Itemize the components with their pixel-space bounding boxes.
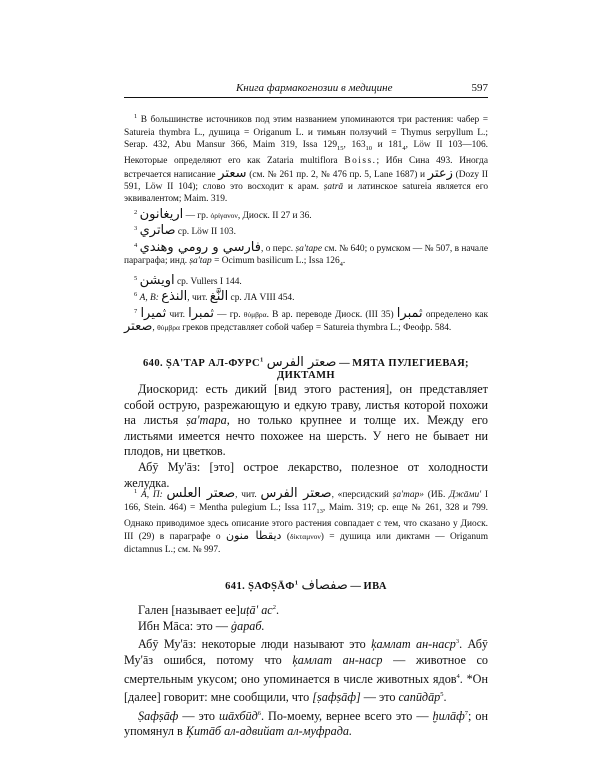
body-text: .	[443, 690, 447, 705]
footnote-text: ср. Vullers I 144.	[176, 276, 242, 287]
footnote-text: чит.	[169, 309, 185, 320]
footnote-text: В большинстве источников под этим названием упоминаются три растения: чабер = Satureia thymbra L., душица = Origanum L. и тимьян ползучий = Thymus serpyllum L.; Serap. 432, Abu Mansur 366, Maim 319, Issa 129	[124, 115, 489, 150]
running-header	[124, 82, 488, 98]
footnote-mark: 7	[134, 307, 138, 315]
running-title: Книга фармакогнозии в медицине	[236, 82, 393, 94]
footnote-ref: 2	[272, 604, 276, 611]
source-name: Абӯ Му'āз:	[138, 459, 201, 474]
footnote-text: (Dozy II 591, Löw II 104); слово это восходит к арам.	[124, 169, 489, 193]
body-text: но только крупнее и толще их. Между его листьями имеется нечто похожее на шерсть. У него не бывает ни плодов, ни цветков.	[124, 413, 489, 459]
footnote-2	[124, 207, 488, 223]
footnote-mark: 3	[134, 225, 138, 233]
footnote-text: ,	[152, 323, 155, 334]
entry-641-line-2	[124, 619, 488, 635]
entry-641-body	[124, 600, 488, 740]
footnote-text: и латинское satureia является его эквивалентом; Maim. 319.	[124, 182, 489, 205]
greek-word: ὀρίγανον	[210, 210, 238, 220]
greek-word: θύμβρα	[243, 309, 267, 319]
entry-640-heading	[124, 355, 488, 381]
arabic-word: اريغانون	[139, 206, 184, 222]
italic-term: ġараб.	[231, 618, 265, 633]
arabic-word: النذع	[161, 289, 188, 305]
manuscript-label: A, B:	[139, 293, 159, 304]
footnote-1	[124, 111, 488, 206]
body-text: . Абӯ Му'āз ошибся, потому что	[124, 637, 489, 667]
footnote-4	[124, 240, 488, 272]
subscript: 15	[337, 144, 344, 152]
author-name: Boiss.	[344, 156, 377, 167]
italic-term: иṭā' ас	[239, 603, 273, 618]
italic-term: ṣa'tap	[189, 256, 212, 267]
entry-640-translation: — МЯТА ПУЛЕГИЕВАЯ; ДИКТАМН	[277, 358, 469, 381]
footnote-ref: 4	[456, 672, 460, 680]
body-text: — это	[363, 690, 396, 705]
footnote-text: , Диоск. II 27 и 36.	[237, 210, 312, 221]
arabic-word: صعتر الفرس	[260, 486, 332, 502]
footnote-text: , чит.	[235, 490, 257, 501]
body-text: . По-моему, вернее всего это —	[261, 708, 429, 723]
entry-640-paragraph-1	[124, 382, 488, 460]
arabic-word: صعتر العلس	[166, 486, 236, 502]
italic-term: Ṣафṣāф	[138, 708, 179, 723]
footnote-text: греков представляет собой чабер = Satureia thymbra L.; Феофр. 584.	[182, 323, 452, 334]
subscript: 13	[316, 507, 323, 515]
arabic-word: ديقطا منون	[226, 529, 282, 543]
footnote-640	[124, 486, 488, 556]
footnote-text: ср. Löw II 103.	[177, 227, 236, 238]
page-number: 597	[471, 82, 488, 94]
italic-term: ķамлат ан-наср	[371, 637, 456, 652]
footnote-ref: 1	[294, 579, 299, 587]
entry-640-title: 640. ṢA'ТАР АЛ-ФУРС	[143, 358, 261, 369]
entry-640-body	[124, 382, 488, 491]
footnote-text: и 181	[372, 139, 403, 150]
body-text: Абӯ Му'āз: некоторые люди называют это	[138, 637, 366, 652]
arabic-word: ثميرا	[140, 305, 167, 321]
footnote-text: ср. ЛА VIII 454.	[230, 293, 295, 304]
footnote-mark: 4	[134, 241, 138, 249]
body-text: [это] острое лекарство, полезное от холодности желудка.	[124, 459, 488, 490]
arabic-word: النَّغ	[209, 289, 229, 305]
footnote-text: , Löw II 103—106. Некоторые определяют его как Zataria multiflora	[124, 139, 488, 167]
footnote-text: , «персидский	[331, 490, 389, 501]
aramaic-word: ṣatrā	[323, 182, 344, 193]
footnote-text: — гр.	[185, 210, 209, 221]
italic-term: ḫилāф	[432, 708, 465, 723]
footnote-640-1	[124, 486, 488, 556]
entry-641-paragraph-3	[124, 634, 488, 706]
body-text: — это	[182, 708, 215, 723]
footnote-text: = Ocimum basilicum L.; Issa 126	[214, 256, 340, 267]
entry-641-title: 641. ṢАФṢĀФ	[225, 581, 295, 592]
footnote-7	[124, 306, 488, 335]
footnote-3	[124, 223, 488, 239]
footnote-5	[124, 273, 488, 289]
arabic-word: اويشن	[139, 272, 175, 288]
body-text: Гален [называет ее]	[138, 603, 240, 618]
footnote-mark: 1	[134, 488, 138, 495]
footnote-text: , Maim. 319; ср. еще № 261, 328 и 799. Однако приводимое здесь описание этого растения совпадает с тем, что сказано у Диоск. III (29) в параграфе о	[124, 502, 488, 543]
footnote-text: I 166, Stein. 464) = Mentha pulegium L.; Issa 117	[124, 490, 489, 513]
body-text: — животное со смертельным укусом; оно упоминается в числе животных ядов	[124, 652, 489, 686]
body-text: ; он упомянул в	[124, 708, 489, 739]
footnote-text: , чит.	[187, 293, 208, 304]
italic-term: Джāмu'	[449, 490, 482, 501]
footnote-text: ; Ибн Сина 493. Иногда встречается написание	[124, 156, 488, 180]
italic-term: сапӣдāр	[398, 690, 441, 705]
body-text: Ибн Мāса: это —	[138, 618, 228, 633]
entry-640-arabic-title: صعتر الفرس	[266, 355, 337, 370]
body-text: .	[275, 603, 280, 618]
footnote-text: , о перс.	[260, 244, 294, 255]
footnote-text: (ИБ.	[427, 490, 446, 501]
footnote-text: (см. № 261 пр. 2, № 476 пр. 5, Lane 1687) и	[249, 169, 426, 180]
footnote-text: .	[342, 256, 346, 267]
footnote-ref: 6	[257, 709, 262, 717]
italic-term: ṣa'тара,	[186, 413, 230, 428]
footnote-text: . В ар. переводе Диоск. (III 35)	[266, 309, 394, 320]
arabic-word: فارسي و رومي وهندي	[139, 240, 261, 256]
arabic-word: صاتري	[139, 223, 176, 239]
italic-term: [ṣафṣāф]	[312, 690, 361, 705]
footnote-mark: 6	[134, 291, 138, 299]
footnote-text: ) = душица или диктамн — Origanum dictamnus L.; см. № 997.	[124, 532, 489, 555]
subscript: 4	[339, 261, 343, 269]
greek-word: δίκταμνον	[289, 532, 321, 542]
footnote-text: (	[286, 532, 290, 543]
footnote-ref: 7	[464, 709, 469, 717]
footnote-mark: 5	[134, 274, 138, 282]
footnotes-top	[124, 111, 488, 335]
book-title: Ķитāб ал-адвийат ал-муфрада.	[185, 724, 353, 739]
subscript: 10	[365, 144, 373, 152]
footnote-text: см. № 640; о румском — № 507, в начале параграфа; инд.	[124, 244, 489, 267]
entry-641-line-1	[124, 600, 488, 619]
arabic-word: زعتر	[427, 165, 453, 181]
arabic-word: ثمبرا	[396, 305, 423, 321]
italic-term: шāхбӣд	[218, 708, 258, 723]
body-text: Диоскорид: есть дикий [вид этого растения], он представляет собой острую, разрежающую и едкую траву, листья которой похожи на листья	[124, 382, 488, 428]
body-text: . *Он [далее] говорит: мне сообщили, что	[124, 671, 488, 705]
italic-term: ṣa'tape	[295, 244, 322, 255]
footnote-ref: 5	[440, 691, 444, 699]
entry-641-arabic-title: صفصاف	[301, 578, 348, 593]
footnote-text: — гр.	[217, 309, 241, 320]
footnote-text: определено как	[425, 309, 489, 320]
arabic-word: ثمبرا	[188, 305, 214, 321]
footnote-text: , 163	[343, 139, 366, 150]
italic-term: ķамлат ан-наср	[292, 652, 383, 667]
greek-word: θύμβρα	[157, 323, 180, 333]
entry-641-translation: — ИВА	[350, 581, 387, 592]
manuscript-label: A, П:	[141, 490, 163, 501]
footnote-6	[124, 289, 488, 305]
subscript: 4	[402, 144, 406, 152]
footnote-ref: 1	[260, 356, 264, 364]
italic-term: ṣa'тар»	[392, 490, 424, 501]
entry-641-paragraph-4	[124, 706, 488, 740]
arabic-word: صعتر	[124, 319, 153, 335]
arabic-word: سعتر	[218, 165, 247, 181]
footnote-mark: 1	[134, 113, 138, 120]
footnote-mark: 2	[134, 208, 138, 216]
entry-641-heading	[124, 578, 488, 593]
footnote-ref: 3	[455, 638, 460, 646]
